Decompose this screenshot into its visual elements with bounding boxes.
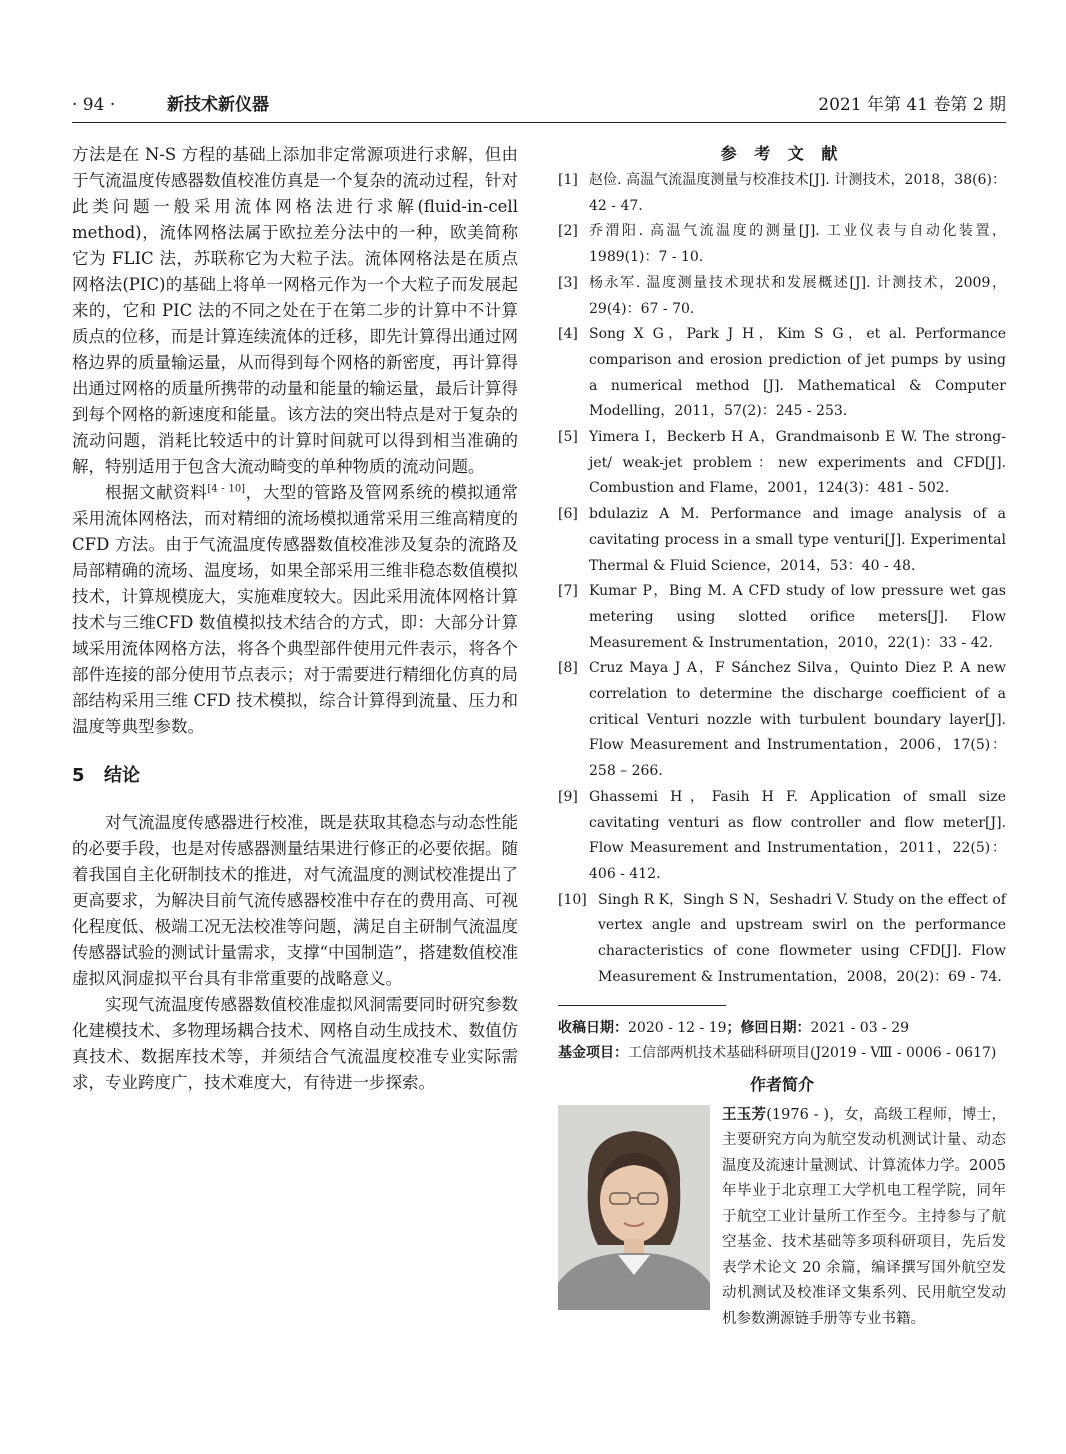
fund-label: 基金项目：: [558, 1045, 628, 1061]
reference-text: 乔渭阳. 高温气流温度的测量[J]. 工业仪表与自动化装置，1989(1)：7 - 10.: [589, 223, 1006, 266]
reference-number: [9]: [558, 788, 578, 805]
received-date: 2020 - 12 - 19: [628, 1019, 727, 1036]
section-title: 结论: [104, 765, 140, 786]
journal-name: 新技术新仪器: [167, 95, 269, 115]
dates-footnote: [558, 1016, 1006, 1042]
paragraph-2-start: 根据文献资料: [105, 483, 208, 502]
page-header: [72, 92, 1006, 118]
reference-text: Cruz Maya J A，F Sánchez Silva，Quinto Diez P. A new correlation to determine the discharge coefficient of a critical Venturi nozzle with turbulent boundary layer[J]. Flow Measurement and Instrumentation，2006，17(5)：258 – 266.: [589, 660, 1006, 780]
reference-item: [558, 322, 1006, 425]
revised-date: 2021 - 03 - 29: [810, 1019, 910, 1036]
reference-text: bdulaziz A M. Performance and image analysis of a cavitating process in a small type venturi[J]. Experimental Thermal & Fluid Science，2014，53：40 - 48.: [589, 506, 1006, 574]
references-title: 参 考 文 献: [720, 144, 844, 163]
reference-item: [558, 502, 1006, 579]
citation: [4 - 10]: [207, 483, 246, 495]
reference-item: [558, 168, 1006, 219]
reference-item: [558, 579, 1006, 656]
reference-item: [558, 888, 1006, 991]
body-paragraph-4: 实现气流温度传感器数值校准虚拟风洞需要同时研究参数化建模技术、多物理场耦合技术、网格自动生成技术、数值仿真技术、数据库技术等，并须结合气流温度校准专业实际需求，专业跨度广，技术难度大，有待进一步探索。: [72, 995, 518, 1092]
right-column: [558, 142, 1006, 1332]
reference-text: 赵俭. 高温气流温度测量与校准技术[J]. 计测技术，2018，38(6)：42 - 47.: [589, 172, 1006, 214]
reference-number: [1]: [558, 172, 578, 188]
header-rule: [72, 122, 1006, 123]
reference-text: Singh R K，Singh S N，Seshadri V. Study on the effect of vertex angle and upstream swirl on the performance characteristics of cone flowmeter using CFD[J]. Flow Measurement & Instrumentation，2008，20(2)：69 - 74.: [598, 891, 1006, 985]
author-bio-title: 作者简介: [749, 1074, 814, 1094]
body-paragraph-3: 对气流温度传感器进行校准，既是获取其稳态与动态性能的必要手段，也是对传感器测量结果进行修正的必要依据。随着我国自主化研制技术的推进，对气流温度的测试校准提出了更高要求，为解决目前气流传感器校准中存在的费用高、可视化程度低、极端工况无法校准等问题，满足自主研制气流温度传感器试验的测试计量需求，支撑“中国制造”，搭建数值校准虚拟风洞虚拟平台具有非常重要的战略意义。: [72, 813, 518, 988]
reference-number: [5]: [558, 429, 578, 446]
author-bio-text: (1976 - )，女，高级工程师，博士，主要研究方向为航空发动机测试计量、动态温度及流速计量测试、计算流体力学。2005 年毕业于北京理工大学机电工程学院，同年于航空工业计量所工作至今。主持参与了航空基金、技术基础等多项科研项目，先后发表学术论文 20 余篇，编译撰写国外航空发动机测试及校准译文集系列、民用航空发动机参数溯源链手册等专业书籍。: [722, 1106, 1006, 1327]
reference-number: [7]: [558, 583, 578, 600]
reference-item: [558, 219, 1006, 270]
received-label: 收稿日期：: [558, 1019, 628, 1036]
reference-text: Kumar P，Bing M. A CFD study of low pressure wet gas metering using slotted orifice meters[J]. Flow Measurement & Instrumentation，2010，22(1)：33 - 42.: [589, 583, 1006, 651]
left-column: [72, 142, 518, 1096]
paragraph-2-rest: ，大型的管路及管网系统的模拟通常采用流体网格法，而对精细的流场模拟通常采用三维高精度的 CFD 方法。由于气流温度传感器数值校准涉及复杂的流路及局部精确的流场、温度场，如果全部采用三维非稳态数值模拟技术，计算规模庞大，实施难度较大。因此采用流体网格计算技术与三维CFD 数值模拟技术结合的方式，即：大部分计算域采用流体网格方法，将各个典型部件使用元件表示，将各个部件连接的部分使用节点表示；对于需要进行精细化仿真的局部结构采用三维 CFD 技术模拟，综合计算得到流量、压力和温度等典型参数。: [72, 483, 518, 736]
reference-number: [3]: [558, 274, 578, 291]
reference-number: [4]: [558, 326, 578, 343]
reference-number: [8]: [558, 660, 578, 677]
footnote-rule: [558, 1005, 726, 1006]
reference-text: 杨永军. 温度测量技术现状和发展概述[J]. 计测技术，2009，29(4)：67 - 70.: [589, 274, 1006, 317]
reference-item: [558, 785, 1006, 888]
author-bio: [558, 1103, 1006, 1333]
reference-item: [558, 656, 1006, 785]
reference-text: Song X G，Park J H，Kim S G，et al. Performance comparison and erosion prediction of jet pumps by using a numerical method [J]. Mathematical & Computer Modelling，2011，57(2)：245 - 253.: [589, 326, 1006, 420]
fund-footnote: [558, 1041, 1006, 1067]
portrait-figure: [558, 1105, 710, 1310]
author-photo: [558, 1105, 710, 1310]
fund-text: 工信部两机技术基础科研项目(J2019 - Ⅷ - 0006 - 0617): [628, 1045, 997, 1061]
reference-text: Ghassemi H，Fasih H F. Application of small size cavitating venturi as flow controller and flow meter[J]. Flow Measurement and Instrumentation，2011，22(5)：406 - 412.: [589, 788, 1006, 882]
reference-number: [10]: [558, 891, 587, 908]
reference-number: [2]: [558, 223, 578, 240]
body-paragraph-2: [72, 480, 518, 740]
section-number: 5: [72, 765, 85, 786]
issue-info: 2021 年第 41 卷第 2 期: [818, 95, 1006, 115]
reference-list: [558, 168, 1006, 991]
reference-item: [558, 425, 1006, 502]
reference-item: [558, 271, 1006, 322]
revised-label: ；修回日期：: [726, 1019, 811, 1036]
reference-number: [6]: [558, 506, 578, 523]
section-heading: [72, 762, 518, 790]
author-name: 王玉芳: [722, 1106, 767, 1123]
reference-text: Yimera I，Beckerb H A，Grandmaisonb E W. The strong-jet/ weak-jet problem：new experiments and CFD[J]. Combustion and Flame，2001，124(3)：481 - 502.: [589, 429, 1006, 497]
body-paragraph-1: 方法是在 N-S 方程的基础上添加非定常源项进行求解，但由于气流温度传感器数值校准仿真是一个复杂的流动过程，针对此类问题一般采用流体网格法进行求解(fluid-in-cell method)，流体网格法属于欧拉差分法中的一种，欧美简称它为 FLIC 法，苏联称它为大粒子法。流体网格法是在质点网格法(PIC)的基础上将单一网格元作为一个大粒子而发展起来的，它和 PIC 法的不同之处在于在第二步的计算中不计算质点的位移，而是计算连续流体的迁移，即先计算得出通过网格边界的质量输运量，从而得到每个网格的新密度，再计算得出通过网格的质量所携带的动量和能量的输运量，最后计算得到每个网格的新速度和能量。该方法的突出特点是对于复杂的流动问题，消耗比较适中的计算时间就可以得到相当准确的解，特别适用于包含大流动畸变的单种物质的流动问题。: [72, 145, 518, 476]
page-number: · 94 ·: [72, 95, 116, 115]
